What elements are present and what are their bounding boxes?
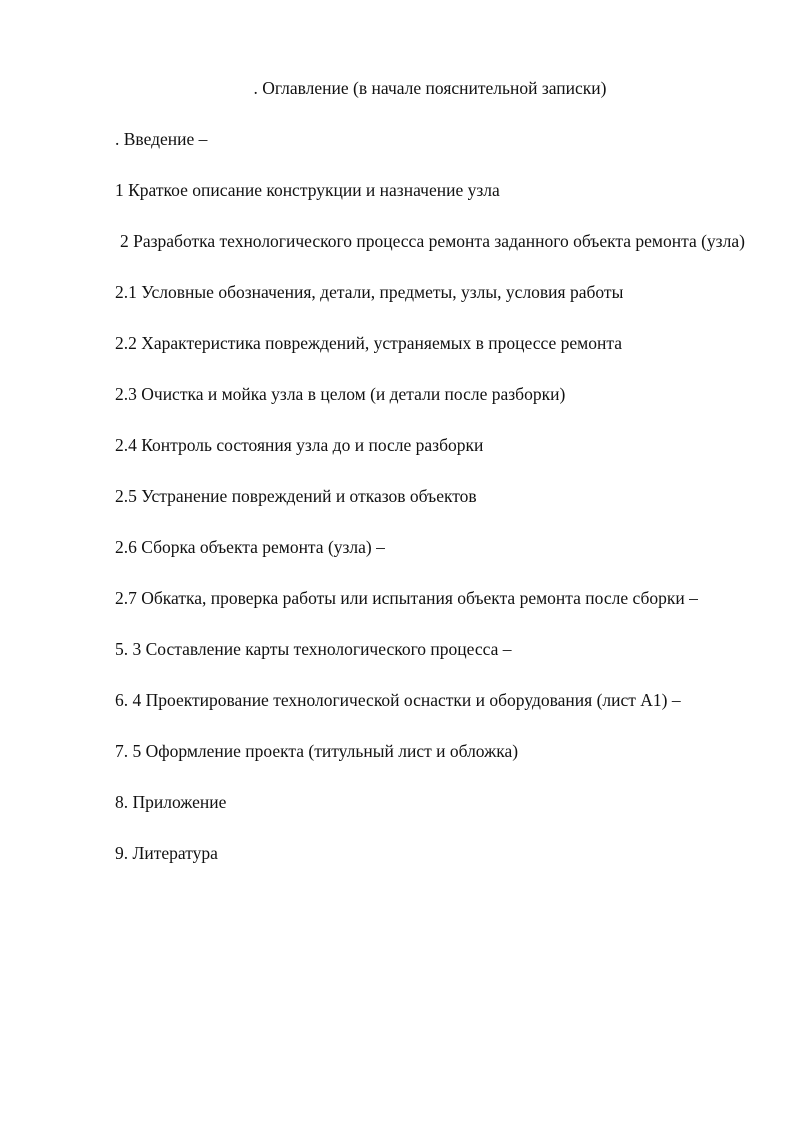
table-of-contents [115,127,755,892]
toc-entry-2-1: 2.1 Условные обозначения, детали, предметы, узлы, условия работы [115,282,624,302]
toc-entry-2-7: 2.7 Обкатка, проверка работы или испытания объекта ремонта после сборки – [115,588,698,608]
toc-entry-3: 5. 3 Составление карты технологического процесса – [115,639,512,659]
toc-entry-2-2: 2.2 Характеристика повреждений, устраняемых в процессе ремонта [115,333,622,353]
toc-entry-appendix: 8. Приложение [115,792,227,812]
toc-entry-literature: 9. Литература [115,843,218,863]
toc-entry-introduction: . Введение – [115,129,208,149]
toc-entry-2: 2 Разработка технологического процесса ремонта заданного объекта ремонта (узла) [120,231,745,251]
toc-entry-2-5: 2.5 Устранение повреждений и отказов объектов [115,486,477,506]
toc-entry-2-4: 2.4 Контроль состояния узла до и после разборки [115,435,484,455]
toc-entry-1: 1 Краткое описание конструкции и назначение узла [115,180,500,200]
page-title: . Оглавление (в начале пояснительной записки) [253,78,607,98]
toc-entry-2-3: 2.3 Очистка и мойка узла в целом (и детали после разборки) [115,384,566,404]
toc-entry-5: 7. 5 Оформление проекта (титульный лист и обложка) [115,741,519,761]
toc-entry-2-6: 2.6 Сборка объекта ремонта (узла) – [115,537,385,557]
toc-entry-4: 6. 4 Проектирование технологической оснастки и оборудования (лист А1) – [115,690,681,710]
